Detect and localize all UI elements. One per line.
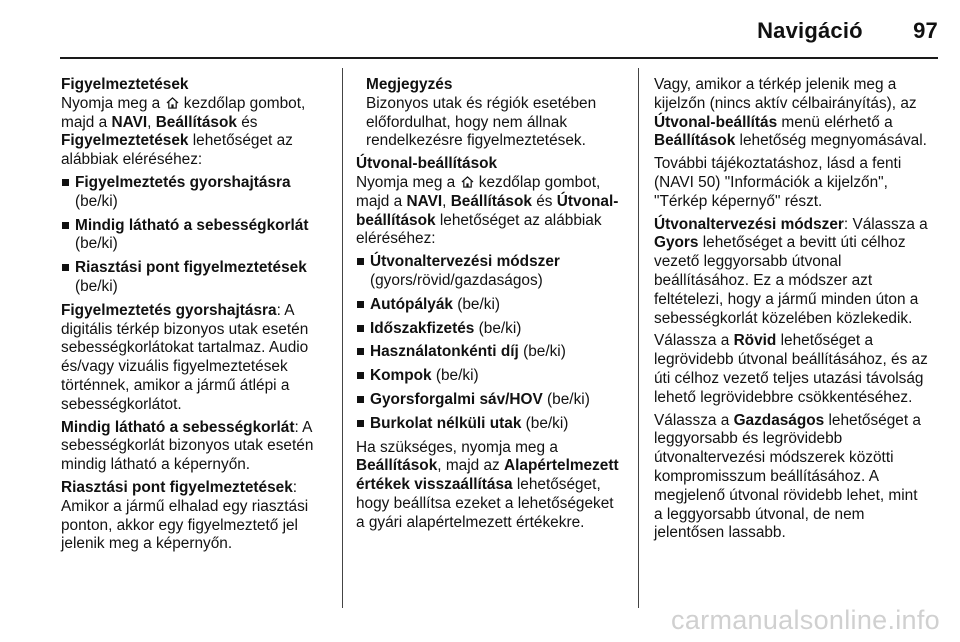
list-item: Kompok (be/ki) — [356, 367, 626, 386]
paragraph — [61, 95, 331, 170]
paragraph: Riasztási pont figyelmeztetések: Amikor a jármű elhalad egy riasztási ponton, akkor egy figyelmeztető jel jelenik meg a képernyőn. — [61, 478, 309, 553]
paragraph: Mindig látható a sebességkorlát: A sebességkorlát bizonyos utak esetén mindig látható a képernyőn. — [61, 418, 314, 474]
text: Nyomja meg a — [61, 94, 165, 112]
text-bold: NAVI — [111, 113, 148, 131]
list-item: Gyorsforgalmi sáv/HOV (be/ki) — [356, 391, 626, 410]
list-item: Figyelmeztetés gyorshajtásra (be/ki) — [61, 174, 331, 212]
list-item: Használatonkénti díj (be/ki) — [356, 343, 626, 362]
column-1 — [61, 76, 331, 558]
column-divider — [638, 68, 639, 608]
list-item: Burkolat nélküli utak (be/ki) — [356, 415, 626, 434]
header-rule — [60, 57, 938, 59]
section-heading-route-settings: Útvonal-beállítások — [356, 155, 498, 173]
paragraph: Válassza a Gazdaságos lehetőséget a leggyorsabb és legrövidebb útvonaltervezési módszerek közötti kompromisszum beállításához. A megjelenő útvonal rövidebb lehet, mint a leggyorsabb útvonal, de nem jelentősen lassabb. — [654, 411, 921, 542]
list-item: Autópályák (be/ki) — [356, 296, 626, 315]
list-item: Útvonaltervezési módszer (gyors/rövid/gazdaságos) — [356, 253, 626, 291]
note-heading: Megjegyzés — [366, 76, 453, 93]
text: kezdőlap gombot, majd a — [61, 94, 306, 131]
list-item: Mindig látható a sebességkorlát (be/ki) — [61, 217, 331, 255]
watermark: carmanualsonline.info — [671, 605, 940, 635]
list-item: Riasztási pont figyelmeztetések (be/ki) — [61, 259, 331, 297]
text: lehetőséget az alábbiak eléréséhez: — [61, 132, 293, 169]
list-item: Időszakfizetés (be/ki) — [356, 320, 626, 339]
paragraph: Vagy, amikor a térkép jelenik meg a kijelzőn (nincs aktív célbairányítás), az Útvonal-beállítás menü elérhető a Beállítások lehetőség megnyomásával. — [654, 76, 927, 150]
page-header — [757, 18, 938, 44]
page-number: 97 — [913, 18, 938, 43]
column-divider — [342, 68, 343, 608]
note-text: Bizonyos utak és régiók esetében előfordulhat, hogy nem állnak rendelkezésre figyelmeztetések. — [366, 94, 597, 150]
text: és — [236, 113, 258, 131]
text-bold: Beállítások — [155, 113, 237, 131]
note-box — [356, 76, 626, 151]
section-heading-warnings: Figyelmeztetések — [61, 76, 189, 93]
paragraph: Ha szükséges, nyomja meg a Beállítások, majd az Alapértelmezett értékek visszaállítása lehetőséget, hogy beállítsa ezeket a lehetőségeket a gyári alapértelmezett értékekre. — [356, 438, 619, 531]
page-title: Navigáció — [757, 18, 863, 43]
column-2 — [356, 76, 626, 537]
text: , — [147, 113, 156, 131]
home-icon — [166, 97, 179, 109]
column-3 — [654, 76, 930, 547]
paragraph: Válassza a Rövid lehetőséget a legrövidebb útvonal beállításához, és az úti célhoz vezető teljes utazási távolság lehető legrövidebbre csökkentéséhez. — [654, 332, 928, 406]
paragraph: További tájékoztatáshoz, lásd a fenti (NAVI 50) "Információk a kijelzőn", "Térkép képernyő" részt. — [654, 155, 902, 210]
text-bold: Figyelmeztetések — [61, 132, 189, 150]
home-icon — [461, 176, 474, 188]
paragraph: Figyelmeztetés gyorshajtásra: A digitális térkép bizonyos utak esetén sebességkorlátokat tartalmaz. Audio és/vagy vizuális figyelmeztetések történnek, amikor a jármű átlépi a sebességkorlátot. — [61, 301, 309, 413]
paragraph: Útvonaltervezési módszer: Válassza a Gyors lehetőséget a bevitt úti célhoz vezető leggyorsabb útvonal beállításához. Ez a módszer azt feltételezi, hogy a jármű minden úton a sebességkorlát közelében közlekedik. — [654, 215, 928, 327]
paragraph: Nyomja meg a kezdőlap gombot, majd a NAVI, Beállítások és Útvonal-beállítások lehetőséget az alábbiak eléréséhez: — [356, 173, 619, 248]
